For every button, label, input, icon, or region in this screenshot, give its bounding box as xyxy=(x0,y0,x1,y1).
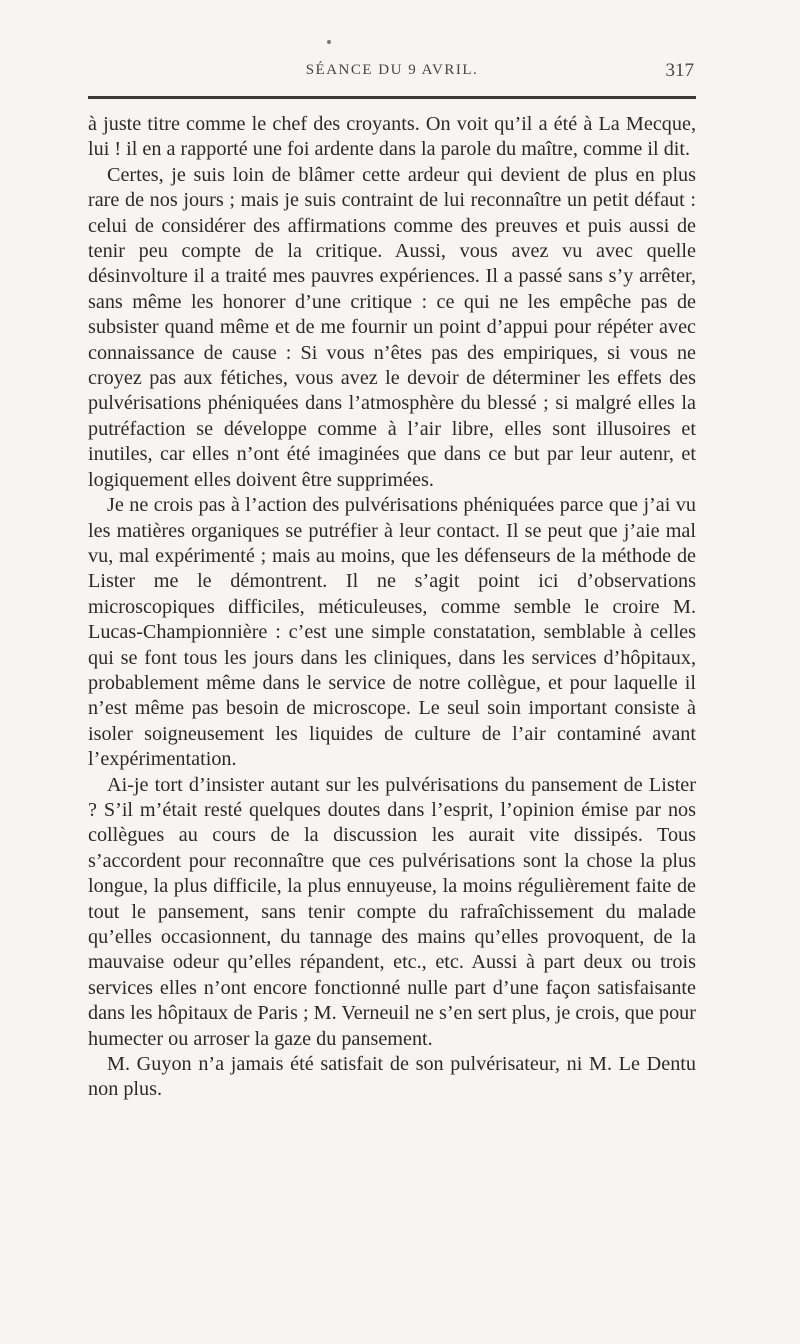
paragraph-1: à juste titre comme le chef des croyants. On voit qu’il a été à La Mecque, lui ! il en a rapporté une foi ardente dans la parole du maître, comme il dit. xyxy=(88,113,696,161)
header-rule xyxy=(88,96,696,99)
paragraph-4: Ai-je tort d’insister autant sur les pulvérisations du pansement de Lister ? S’il m’était resté quelques doutes dans l’esprit, l’opinion émise par nos collègues au cours de la discussion les aurait vite dissipés. Tous s’accordent pour reconnaître que ces pulvérisations sont la chose la plus longue, la plus difficile, la plus ennuyeuse, la moins régulièrement faite de tout le pansement, sans tenir compte du rafraîchissement du malade qu’elles occasionnent, du tannage des mains qu’elles provoquent, de la mauvaise odeur qu’elles répandent, etc., etc. Aussi à part deux ou trois services elles n’ont encore fonctionné nulle part d’une façon satisfaisante dans les hôpitaux de Paris ; M. Verneuil ne s’en sert plus, je crois, que pour humecter ou arroser la gaze du pansement. xyxy=(88,773,696,1050)
body-text xyxy=(88,112,696,1103)
running-title: SÉANCE DU 9 AVRIL. xyxy=(305,62,479,78)
ink-speck xyxy=(327,40,331,44)
paragraph-2: Certes, je suis loin de blâmer cette ardeur qui devient de plus en plus rare de nos jours ; mais je suis contraint de lui reconnaître un petit défaut : celui de considérer des affirmations comme des preuves et puis aussi de tenir peu compte de la critique. Aussi, vous avez vu avec quelle désinvolture il a traité mes pauvres expériences. Il a passé sans s’y arrêter, sans même les honorer d’une critique : ce qui ne les empêche pas de subsister quand même et de me fournir un point d’appui pour répéter avec connaissance de cause : Si vous n’êtes pas des empiriques, si vous ne croyez pas aux fétiches, vous avez le devoir de déterminer les effets des pulvérisations phéniquées dans l’atmosphère du blessé ; si malgré elles la putréfaction se développe comme à l’air libre, elles sont illusoires et inutiles, car elles n’ont été imaginées que dans ce but par leur autenr, et logiquement elles doivent être supprimées. xyxy=(88,163,696,491)
page-number: 317 xyxy=(665,60,694,81)
paragraph-5: M. Guyon n’a jamais été satisfait de son pulvérisateur, ni M. Le Dentu non plus. xyxy=(88,1053,696,1101)
paragraph-3: Je ne crois pas à l’action des pulvérisations phéniquées parce que j’ai vu les matières organiques se putréfier à leur contact. Il se peut que j’aie mal vu, mal expérimenté ; mais au moins, que les défenseurs de la méthode de Lister me le démontrent. Il ne s’agit point ici d’observations microscopiques difficiles, méticuleuses, comme semble le croire M. Lucas-Championnière : c’est une simple constatation, semblable à celles qui se font tous les jours dans les cliniques, dans les services d’hôpitaux, probablement même dans le service de notre collègue, et pour laquelle il n’est même pas besoin de microscope. Le seul soin important consiste à isoler soigneusement les liquides de culture de l’air contaminé avant l’expérimentation. xyxy=(88,494,696,771)
page-header xyxy=(88,60,696,88)
